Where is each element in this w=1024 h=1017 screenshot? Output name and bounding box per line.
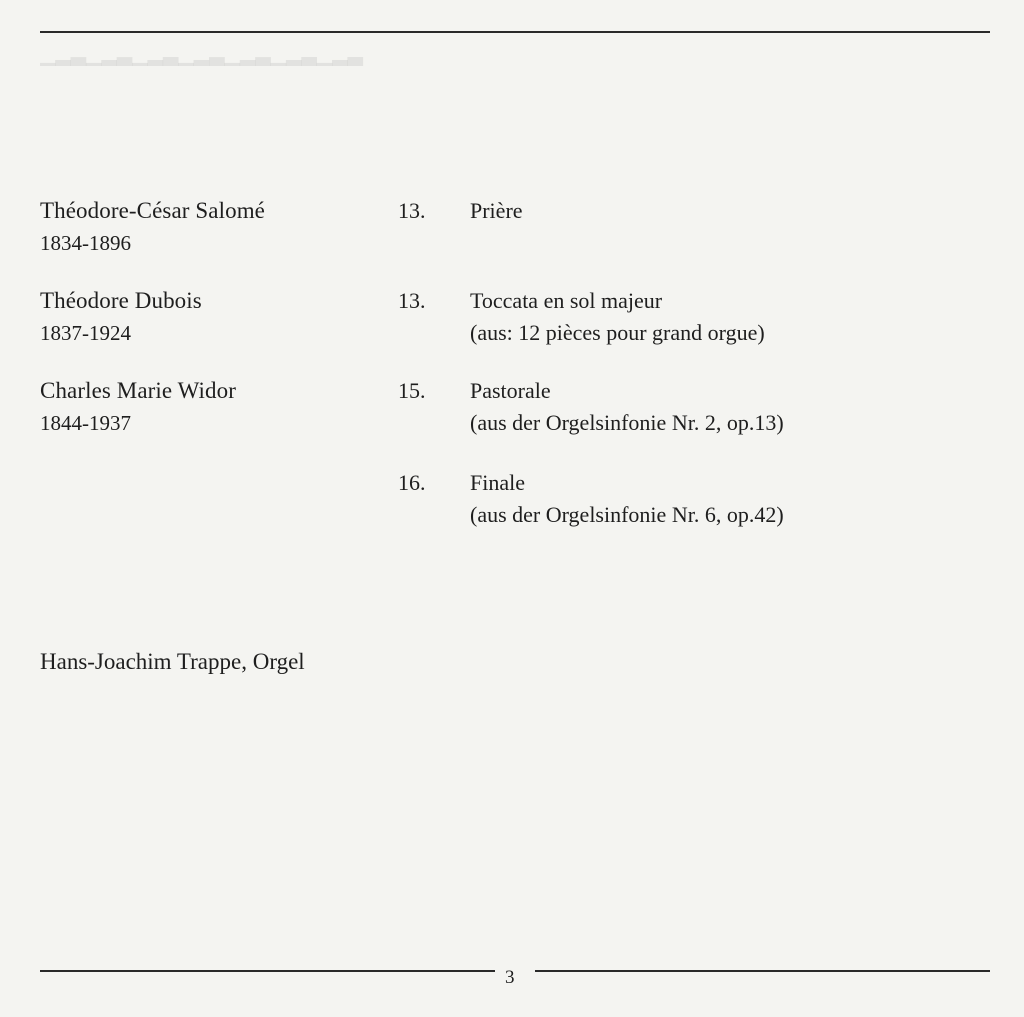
- composer-entry: [40, 195, 265, 259]
- bottom-rule-left: [40, 970, 495, 972]
- piece-title: [470, 195, 523, 227]
- composer-dates: 1844-1937: [40, 411, 131, 435]
- composer-entry: [40, 285, 202, 349]
- composer-entry: [40, 375, 236, 439]
- piece-subtitle: (aus: 12 pièces pour grand orgue): [470, 320, 765, 345]
- piece-line: Pastorale: [470, 378, 551, 403]
- track-number: 13.: [398, 198, 426, 223]
- bottom-rule-right: [535, 970, 990, 972]
- piece-line: Toccata en sol majeur: [470, 288, 663, 313]
- composer-name: Charles Marie Widor: [40, 378, 236, 403]
- track-number: 13.: [398, 288, 426, 313]
- performer-credit: Hans-Joachim Trappe, Orgel: [40, 649, 305, 674]
- composer-name: Théodore Dubois: [40, 288, 202, 313]
- piece-subtitle: (aus der Orgelsinfonie Nr. 2, op.13): [470, 410, 784, 435]
- piece-line: Prière: [470, 198, 523, 223]
- track-number: 15.: [398, 378, 426, 403]
- piece-title: [470, 467, 784, 531]
- piece-subtitle: (aus der Orgelsinfonie Nr. 6, op.42): [470, 502, 784, 527]
- page-number: 3: [505, 967, 515, 988]
- bleed-through-texture: ▁▂▃▁▂▃▁▂▃▁▂▃▁▂▃▁▂▃▁▂▃: [40, 44, 363, 66]
- piece-title: [470, 375, 784, 439]
- top-rule: [40, 31, 990, 33]
- composer-dates: 1834-1896: [40, 231, 131, 255]
- composer-dates: 1837-1924: [40, 321, 131, 345]
- piece-title: [470, 285, 765, 349]
- track-number: 16.: [398, 470, 426, 495]
- composer-name: Théodore-César Salomé: [40, 198, 265, 223]
- piece-line: Finale: [470, 470, 525, 495]
